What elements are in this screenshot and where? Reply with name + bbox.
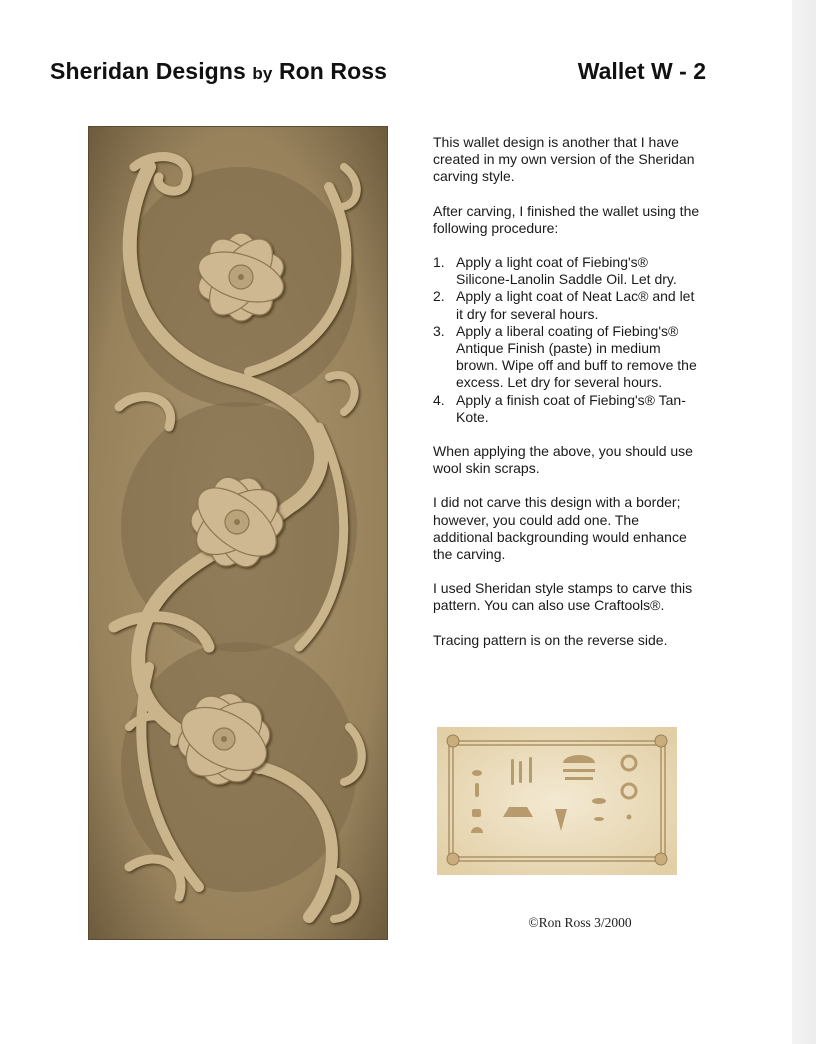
- page-edge-shadow: [792, 0, 816, 1044]
- brand-by: by: [252, 64, 273, 83]
- step-text: Apply a liberal coating of Fiebing's® Antique Finish (paste) in medium brown. Wipe off and buff to remove the excess. Let dry for several hours.: [456, 322, 697, 391]
- description-column: [433, 134, 701, 666]
- step-item: [433, 323, 701, 392]
- procedure-intro: After carving, I finished the wallet using the following procedure:: [433, 202, 700, 236]
- step-item: [433, 288, 701, 322]
- copyright-notice: ©Ron Ross 3/2000: [528, 915, 632, 930]
- brand-title: [50, 58, 387, 85]
- brand-main: Sheridan Designs: [50, 58, 246, 84]
- step-item: [433, 392, 701, 426]
- stamp-impressions-photo: [437, 727, 677, 875]
- border-note: I did not carve this design with a border; however, you could add one. The additional backgrounding would enhance the carving.: [433, 494, 687, 563]
- step-text: Apply a finish coat of Fiebing's® Tan-Kote.: [456, 391, 686, 425]
- leather-carving-photo: [89, 127, 387, 939]
- step-number: 4.: [433, 391, 445, 408]
- tracing-note: Tracing pattern is on the reverse side.: [433, 631, 668, 648]
- procedure-steps: [433, 254, 701, 426]
- step-number: 3.: [433, 322, 445, 339]
- page-header: [50, 58, 706, 94]
- step-text: Apply a light coat of Neat Lac® and let it dry for several hours.: [456, 288, 695, 322]
- wool-note: When applying the above, you should use wool skin scraps.: [433, 443, 693, 477]
- brand-author: Ron Ross: [278, 58, 388, 84]
- pattern-id: Wallet W - 2: [577, 58, 706, 84]
- stamps-note: I used Sheridan style stamps to carve this pattern. You can also use Craftools®.: [433, 580, 693, 614]
- step-text: Apply a light coat of Fiebing's® Silicone-Lanolin Saddle Oil. Let dry.: [456, 254, 677, 288]
- step-number: 1.: [433, 254, 445, 271]
- step-item: [433, 254, 701, 288]
- intro-paragraph: This wallet design is another that I have created in my own version of the Sheridan carving style.: [433, 134, 695, 185]
- step-number: 2.: [433, 288, 445, 305]
